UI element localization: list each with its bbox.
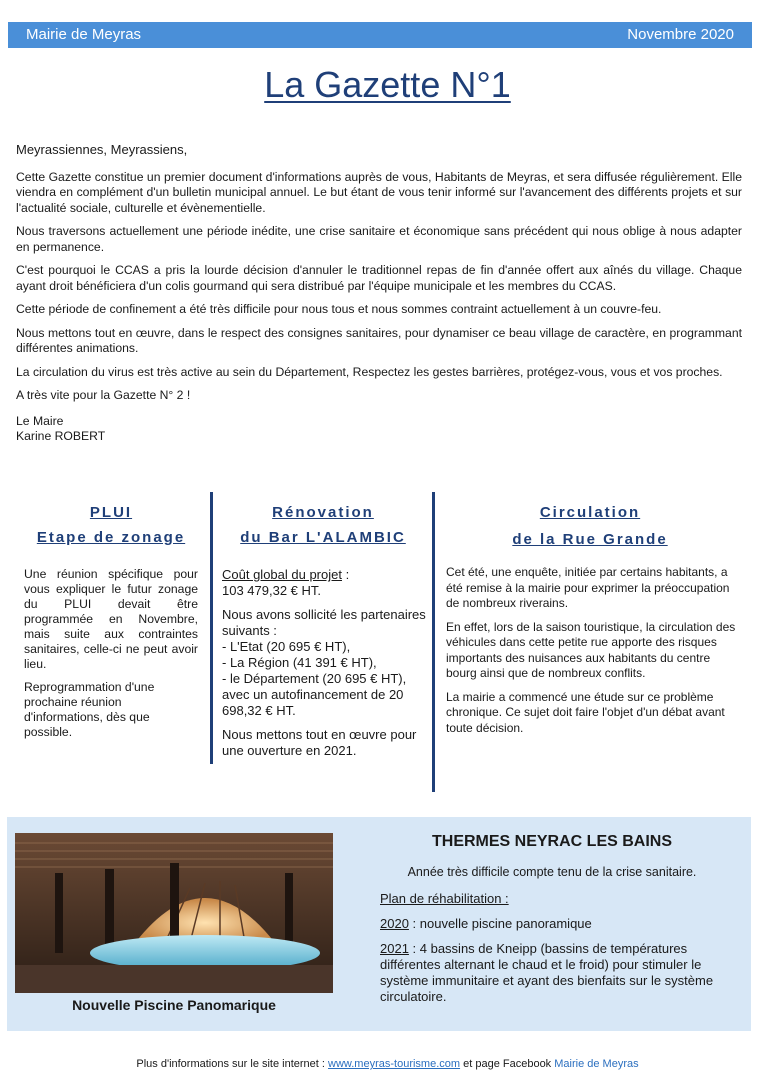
plui-section xyxy=(16,505,206,748)
footer-text: Plus d'informations sur le site internet : xyxy=(136,1058,329,1070)
pool-illustration xyxy=(15,833,333,993)
circulation-paragraph: En effet, lors de la saison touristique, la circulation des véhicules dans cette petite rue apporte des risques importants des nuisances aux habitants du centre bourg ainsi que de nombreux conflits. xyxy=(446,619,736,680)
intro-letter xyxy=(16,142,742,445)
circulation-paragraph: La mairie a commencé une étude sur ce problème chronique. Ce sujet doit faire l'objet d'un débat avant toute décision. xyxy=(446,689,725,735)
closing-line: A très vite pour la Gazette N° 2 ! xyxy=(16,388,191,402)
footer xyxy=(0,1058,775,1070)
thermes-subtitle: Année très difficile compte tenu de la crise sanitaire. xyxy=(407,865,697,879)
plui-subtitle: Etape de zonage xyxy=(36,529,186,546)
photo-caption: Nouvelle Piscine Panomarique xyxy=(72,997,276,1013)
cost-value: 103 479,32 € HT. xyxy=(222,583,322,598)
intro-paragraph: Cette Gazette constitue un premier document d'informations auprès de vous, Habitants de Meyras, et sera diffusée régulièrement. Elle viendra en complément d'un bulletin municipal annuel. Le but étant de vous tenir informé sur l'avancement des différents projets et sur l'actualité sociale, culturelle et évènementielle. xyxy=(16,169,742,215)
alambic-closing: Nous mettons tout en œuvre pour une ouverture en 2021. xyxy=(222,727,417,758)
alambic-cost xyxy=(222,567,428,599)
cost-separator: : xyxy=(341,567,350,582)
partner-item: - La Région (41 391 € HT), xyxy=(222,655,377,670)
header-bar xyxy=(8,22,752,48)
intro-paragraph: C'est pourquoi le CCAS a pris la lourde décision d'annuler le traditionnel repas de fin d'année offert aux aînés du village. Chaque ayant droit bénéficiera d'un colis gourmand qui sera distribué par l'équipe municipale et les membres du CCAS. xyxy=(16,263,742,293)
alambic-subtitle: du Bar L'ALAMBIC xyxy=(240,529,406,546)
alambic-section xyxy=(218,505,428,767)
pool-photo xyxy=(15,833,333,993)
year-2020: 2020 xyxy=(380,916,409,931)
intro-paragraph: Cette période de confinement a été très difficile pour nous tous et nous sommes contraint actuellement à un couvre-feu. xyxy=(16,302,662,316)
website-link[interactable]: www.meyras-tourisme.com xyxy=(328,1058,461,1070)
plui-paragraph: Une réunion spécifique pour vous expliquer le futur zonage du PLUI devait être programmée en Novembre, mais suite aux contraintes sanitaires, celle-ci ne peut avoir lieu. xyxy=(24,567,198,671)
plan-2021 xyxy=(380,941,740,1005)
header-date: Novembre 2020 xyxy=(627,26,734,43)
signature-role: Le Maire xyxy=(16,413,64,428)
plui-paragraph: Reprogrammation d'une prochaine réunion d'informations, dès que possible. xyxy=(24,680,155,739)
plan-2021-text: : 4 bassins de Kneipp (bassins de températures différentes alternant le chaud et le froid) pour stimuler le système immunitaire et ayant des bienfaits sur le système circulatoire. xyxy=(380,941,714,1004)
intro-paragraph: La circulation du virus est très active au sein du Département, Respectez les gestes barrières, protégez-vous, vous et vos proches. xyxy=(16,364,723,379)
plan-2020-text: : nouvelle piscine panoramique xyxy=(408,916,592,931)
thermes-body xyxy=(380,891,740,1014)
thermes-section xyxy=(7,817,751,1031)
plan-2020 xyxy=(380,916,740,932)
partner-item: - le Département (20 695 € HT), avec un autofinancement de 20 698,32 € HT. xyxy=(222,671,407,718)
circulation-subtitle: de la Rue Grande xyxy=(512,531,668,548)
circulation-title: Circulation xyxy=(539,504,641,521)
plan-label: Plan de réhabilitation : xyxy=(380,891,509,906)
header-organization: Mairie de Meyras xyxy=(26,26,142,43)
year-2021: 2021 xyxy=(380,941,409,956)
circulation-section xyxy=(440,505,740,744)
greeting: Meyrassiennes, Meyrassiens, xyxy=(16,142,188,157)
intro-paragraph: Nous mettons tout en œuvre, dans le respect des consignes sanitaires, pour dynamiser ce beau village de caractère, en programmant différentes animations. xyxy=(16,325,742,355)
alambic-title: Rénovation xyxy=(272,504,374,521)
plui-title: PLUI xyxy=(89,504,133,521)
page-title: La Gazette N°1 xyxy=(264,64,511,105)
circulation-paragraph: Cet été, une enquête, initiée par certains habitants, a été remise à la mairie pour exprimer la préoccupation de nombreux riverains. xyxy=(446,565,730,610)
partner-item: - L'Etat (20 695 € HT), xyxy=(222,639,351,654)
facebook-link[interactable]: Mairie de Meyras xyxy=(554,1058,639,1070)
thermes-title: THERMES NEYRAC LES BAINS xyxy=(431,833,673,850)
cost-label: Coût global du projet xyxy=(222,567,342,582)
intro-paragraph: Nous traversons actuellement une période inédite, une crise sanitaire et économique sans précédent qui nous oblige à nous adapter en permanence. xyxy=(16,224,742,254)
signature-name: Karine ROBERT xyxy=(16,429,106,443)
partners-intro: Nous avons sollicité les partenaires suivants : xyxy=(222,607,426,638)
alambic-partners xyxy=(222,607,428,719)
footer-text: et page Facebook xyxy=(460,1058,555,1070)
column-divider xyxy=(210,492,213,764)
column-divider xyxy=(432,492,435,792)
